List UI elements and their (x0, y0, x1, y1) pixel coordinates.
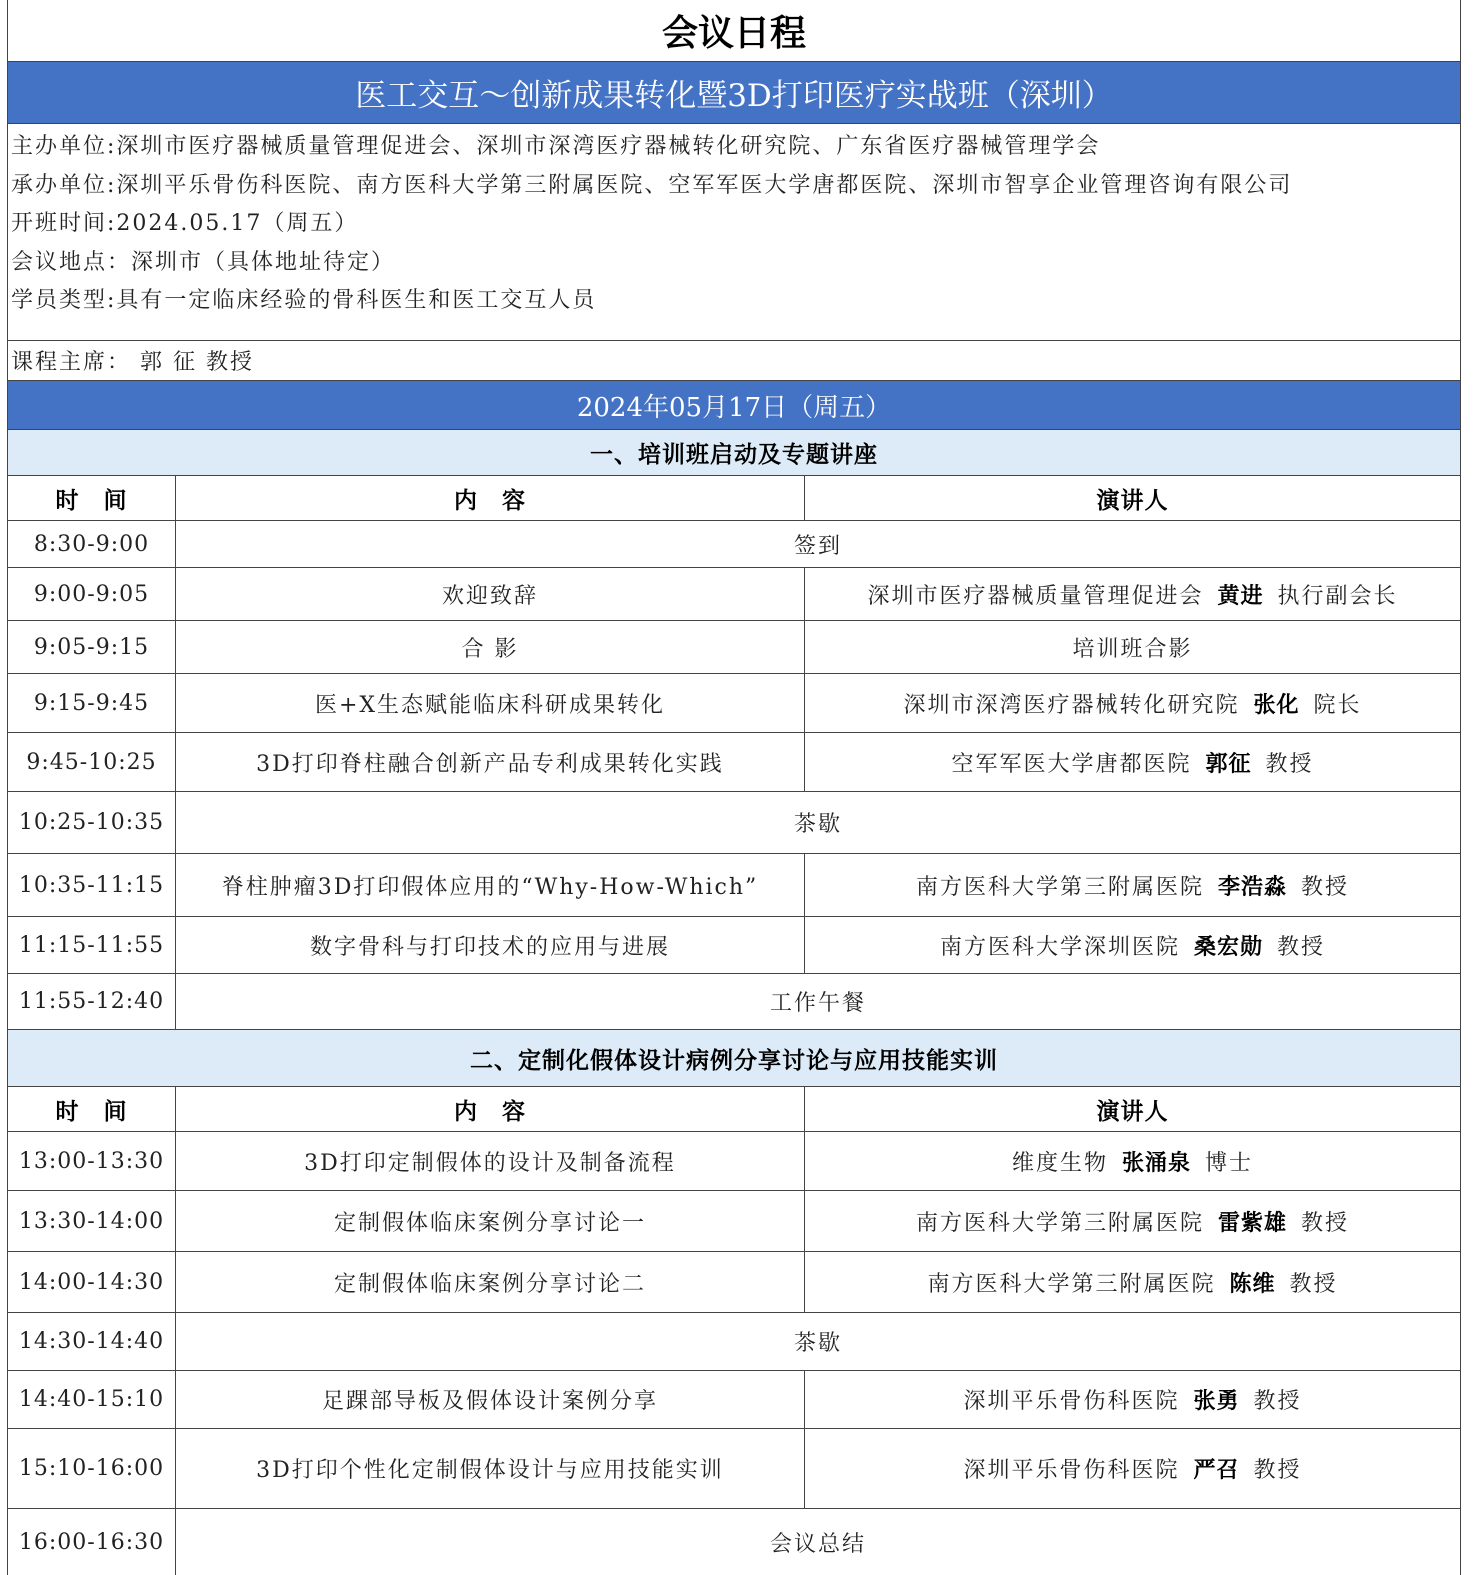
agenda-sheet (7, 0, 1461, 1575)
session-topic: 欢迎致辞 (176, 568, 805, 620)
speaker-role: 教授 (1289, 1271, 1338, 1297)
table-row (8, 674, 1460, 733)
session-topic: 3D打印个性化定制假体设计与应用技能实训 (176, 1429, 805, 1508)
table-row (8, 1252, 1460, 1313)
session-topic: 数字骨科与打印技术的应用与进展 (176, 917, 805, 973)
table-row (8, 974, 1460, 1030)
speaker-org: 南方医科大学第三附属医院 (927, 1271, 1216, 1297)
table-row (8, 1371, 1460, 1429)
speaker-role: 教授 (1301, 1210, 1350, 1236)
table-row (8, 1191, 1460, 1252)
session-speaker (805, 1429, 1460, 1508)
speaker-org: 南方医科大学第三附属医院 (915, 1210, 1204, 1236)
speaker-role: 院长 (1313, 692, 1362, 718)
speaker-name: 张勇 (1193, 1389, 1240, 1414)
speaker-name: 雷紫雄 (1217, 1210, 1287, 1236)
session-topic: 医+X生态赋能临床科研成果转化 (176, 674, 805, 732)
session-speaker (805, 1252, 1460, 1312)
session-time: 14:00-14:30 (8, 1252, 176, 1312)
speaker-name: 李浩淼 (1217, 874, 1287, 900)
speaker-org: 南方医科大学第三附属医院 (915, 874, 1204, 900)
session-speaker (805, 674, 1460, 732)
venue-line: 会议地点：深圳市（具体地址待定） (11, 249, 396, 275)
header-content: 内 容 (176, 476, 805, 520)
session-time: 9:45-10:25 (8, 733, 176, 791)
table-row (8, 854, 1460, 917)
table-row (8, 1313, 1460, 1371)
table-row (8, 733, 1460, 792)
session-time: 14:40-15:10 (8, 1371, 176, 1428)
header-time: 时 间 (8, 476, 176, 520)
session-speaker (805, 1132, 1460, 1190)
header-time: 时 间 (8, 1087, 176, 1131)
session-topic: 定制假体临床案例分享讨论二 (176, 1252, 805, 1312)
table-row (8, 1509, 1460, 1575)
session-break: 工作午餐 (769, 991, 866, 1016)
speaker-name: 黄进 (1217, 583, 1264, 609)
speaker-org: 深圳平乐骨伤科医院 (963, 1389, 1180, 1414)
session-time: 14:30-14:40 (8, 1313, 176, 1370)
session-topic: 3D打印脊柱融合创新产品专利成果转化实践 (176, 733, 805, 791)
start-time-line: 开班时间:2024.05.17（周五） (11, 211, 359, 236)
organizer-line: 主办单位:深圳市医疗器械质量管理促进会、深圳市深湾医疗器械转化研究院、广东省医疗器械管理学会 (11, 134, 1101, 159)
speaker-name: 郭征 (1205, 751, 1252, 777)
table-row (8, 1429, 1460, 1509)
header-speaker: 演讲人 (1096, 487, 1169, 514)
session-time: 11:55-12:40 (8, 974, 176, 1029)
session-break: 签到 (793, 533, 842, 559)
course-title: 医工交互～创新成果转化暨3D打印医疗实战班（深圳） (8, 62, 1460, 124)
course-chair: 课程主席： 郭 征 教授 (8, 341, 1460, 381)
table-row (8, 792, 1460, 854)
co-organizer-line: 承办单位:深圳平乐骨伤科医院、南方医科大学第三附属医院、空军军医大学唐都医院、深圳市智享企业管理咨询有限公司 (11, 172, 1293, 198)
speaker-role: 教授 (1253, 1389, 1302, 1414)
speaker-org: 南方医科大学深圳医院 (939, 934, 1180, 960)
session-break: 茶歇 (793, 1331, 842, 1356)
audience-line: 学员类型:具有一定临床经验的骨科医生和医工交互人员 (11, 288, 597, 313)
speaker-role: 教授 (1253, 1458, 1302, 1483)
session-speaker (805, 733, 1460, 791)
table-row (8, 917, 1460, 974)
session-time: 9:15-9:45 (8, 674, 176, 732)
session-break: 会议总结 (769, 1531, 866, 1557)
speaker-name: 张涌泉 (1121, 1150, 1191, 1176)
speaker-name: 严召 (1193, 1458, 1240, 1483)
session-speaker (805, 917, 1460, 973)
table-row (8, 621, 1460, 674)
section-1-title: 一、培训班启动及专题讲座 (8, 430, 1460, 476)
session-time: 10:25-10:35 (8, 792, 176, 853)
table-row (8, 1132, 1460, 1191)
session-time: 10:35-11:15 (8, 854, 176, 916)
speaker-org: 深圳平乐骨伤科医院 (963, 1458, 1180, 1483)
session-topic: 足踝部导板及假体设计案例分享 (176, 1371, 805, 1428)
session-time: 9:00-9:05 (8, 568, 176, 620)
speaker-role: 教授 (1277, 934, 1326, 960)
session-time: 13:00-13:30 (8, 1132, 176, 1190)
speaker-org: 空军军医大学唐都医院 (951, 751, 1192, 777)
table-row (8, 521, 1460, 568)
course-info (8, 124, 1460, 341)
session-speaker (805, 1371, 1460, 1428)
speaker-role: 博士 (1205, 1150, 1254, 1176)
session-time: 13:30-14:00 (8, 1191, 176, 1251)
section-2-title: 二、定制化假体设计病例分享讨论与应用技能实训 (8, 1030, 1460, 1087)
speaker-org: 维度生物 (1011, 1150, 1108, 1176)
session-time: 11:15-11:55 (8, 917, 176, 973)
header-speaker: 演讲人 (1096, 1098, 1169, 1125)
session-time: 15:10-16:00 (8, 1429, 176, 1508)
section-1-header-row (8, 476, 1460, 521)
speaker-role: 教授 (1265, 751, 1314, 777)
page-title: 会议日程 (8, 0, 1460, 62)
table-row (8, 568, 1460, 621)
speaker-role: 教授 (1301, 874, 1350, 900)
session-time: 16:00-16:30 (8, 1509, 176, 1575)
session-speaker (805, 854, 1460, 916)
speaker-role: 执行副会长 (1277, 583, 1398, 609)
session-time: 8:30-9:00 (8, 521, 176, 567)
session-topic: 脊柱肿瘤3D打印假体应用的“Why-How-Which” (176, 854, 805, 916)
section-2-header-row (8, 1087, 1460, 1132)
speaker-name: 张化 (1253, 692, 1300, 718)
session-speaker (805, 1191, 1460, 1251)
date-banner: 2024年05月17日（周五） (8, 381, 1460, 430)
session-break: 茶歇 (793, 812, 842, 837)
speaker-org: 深圳市医疗器械质量管理促进会 (867, 583, 1204, 609)
session-topic: 定制假体临床案例分享讨论一 (176, 1191, 805, 1251)
session-time: 9:05-9:15 (8, 621, 176, 673)
speaker-org: 深圳市深湾医疗器械转化研究院 (903, 692, 1240, 718)
header-content: 内 容 (176, 1087, 805, 1131)
session-speaker: 培训班合影 (1072, 636, 1193, 662)
session-topic: 3D打印定制假体的设计及制备流程 (176, 1132, 805, 1190)
session-topic: 合 影 (176, 621, 805, 673)
speaker-name: 桑宏勋 (1193, 934, 1263, 960)
speaker-name: 陈维 (1229, 1271, 1276, 1297)
session-speaker (805, 568, 1460, 620)
